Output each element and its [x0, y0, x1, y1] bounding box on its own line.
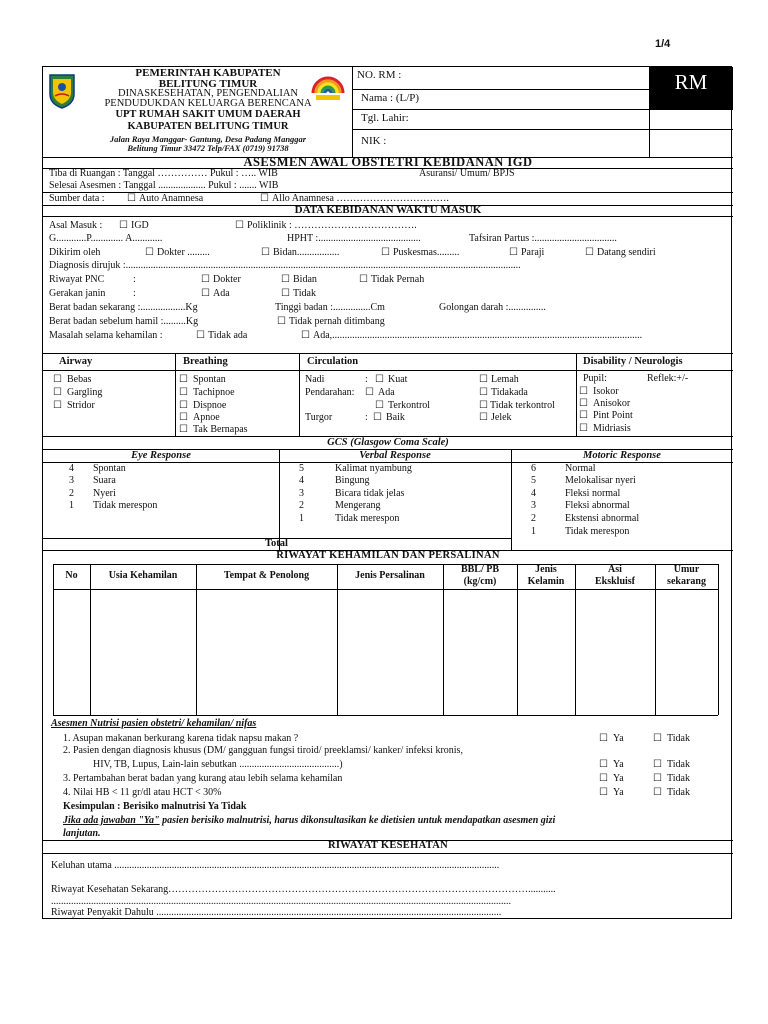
nadi-lemah-label: Lemah: [491, 374, 519, 385]
gcs-motor-label: Ekstensi abnormal: [565, 513, 640, 524]
pupil-label: Pupil:: [583, 373, 607, 384]
tidak-ditimbang-label: Tidak pernah ditimbang: [289, 316, 385, 327]
nadi-label: Nadi: [305, 374, 325, 385]
q1-tidak-checkbox[interactable]: ☐: [653, 733, 662, 744]
gcs-eye-score: 1: [69, 500, 74, 511]
breathing-title: Breathing: [183, 356, 228, 367]
breathing-dispnoe-checkbox[interactable]: ☐: [179, 400, 188, 411]
nutrisi-note-rest: pasien berisiko malnutrisi, harus dikonsultasikan ke dietisien untuk mendapatkan asesmen gizi: [159, 815, 556, 826]
dikirim-bidan-checkbox[interactable]: ☐: [261, 247, 270, 258]
diagnosis-dirujuk-field[interactable]: Diagnosis dirujuk :..............................................................................................................................................................: [49, 260, 521, 271]
nutrisi-q2-line2: HIV, TB, Lupus, Lain-lain sebutkan ........................................): [93, 759, 343, 770]
gcs-motor-score: 6: [531, 463, 536, 474]
berat-badan-sebelum-field[interactable]: Berat badan sebelum hamil :.........Kg: [49, 316, 199, 327]
tafsiran-partus-field[interactable]: Tafsiran Partus :.................................: [469, 233, 617, 244]
gcs-eye-score: 4: [69, 463, 74, 474]
hospital-line-1: UPT RUMAH SAKIT UMUM DAERAH: [115, 109, 301, 120]
address-line-1: Jalan Raya Manggar- Gantung, Desa Padang Manggar: [109, 134, 307, 144]
col-header-ekskluisf: Ekskluisf: [594, 576, 636, 587]
breathing-apnoe-label: Apnoe: [193, 412, 220, 423]
nutrisi-note-line2: lanjutan.: [63, 828, 101, 839]
masalah-ada-field[interactable]: Ada,............................................................................................................................: [313, 330, 643, 341]
pupil-isokor-label: Isokor: [593, 386, 619, 397]
nutrisi-q4: 4. Nilai HB < 11 gr/dl atau HCT < 30%: [63, 787, 222, 798]
auto-anamnesa-label: Auto Anamnesa: [139, 193, 204, 204]
pendarahan-label: Pendarahan:: [305, 387, 355, 398]
gerakan-ada-checkbox[interactable]: ☐: [201, 288, 210, 299]
reflek-label: Reflek:+/-: [647, 373, 689, 384]
q1-tidak-label: Tidak: [667, 733, 690, 744]
pendarahan-tidakada-checkbox[interactable]: ☐: [479, 387, 488, 398]
gcs-motor-label: Normal: [565, 463, 596, 474]
nutrisi-note-prefix: Jika ada jawaban "Ya": [63, 815, 160, 826]
gpa-field[interactable]: G............P............. A............: [49, 233, 163, 244]
form-sheet: PEMERINTAH KABUPATEN BELITUNG TIMUR DINASKESEHATAN, PENGENDALIAN PENDUDUKDAN KELUARGA BERENCANA UPT RUMAH SAKIT UMUM DAERAH KABUPATEN BELITUNG TIMUR Jalan Raya Manggar- Gantung, Desa Padang Manggar Belitung Timur 33472 Telp/FAX (0719) 91738 NO. RM : Nama : (L/P) Tgl. Lahir: NIK : RM ASESMEN AWAL OBSTETRI KEBIDANAN IGD Tiba di Ruangan : Tanggal …………… Pukul : ….. WIB Asuransi/ Umum/ BPJS Selesai Asesmen : Tanggal ................... Pukul : ....... WIB Sumber data : ☐ Auto Anamnesa ☐ Allo Anamnesa ……………………………. DATA KEBIDANAN WAKTU MASUK Asal Masuk : ☐ IGD ☐ Poliklinik : ………………………………. G............P............. A............ HPHT :......................................... Tafsiran Partus :................................. Dikirim oleh ☐ Dokter ......... ☐ Bidan................. ☐ Puskesmas......... ☐ Paraji ☐ Datang sendiri Diagnosis dirujuk :.............................................................................................................................................................. Riwayat PNC : ☐ Dokter ☐ Bidan ☐ Tidak Pernah Gerakan janin : ☐ Ada ☐ Tidak Berat badan sekarang :..................Kg Tinggi badan :...............Cm Golongan darah :............... Berat badan sebelum hamil :.........Kg ☐ Tidak pernah ditimbang Masalah selama kehamilan : ☐ Tidak ada ☐ Ada,............................................................................................................................ Airway Breathing Circulation Disability / Neurologis ☐ Bebas ☐ Gargling ☐ Stridor ☐ Spontan ☐ Tachipnoe ☐ Dispnoe ☐ Apnoe ☐ Tak Bernapas Nadi : ☐ Kuat ☐ Lemah Pendarahan: ☐ Ada ☐ Tidakada ☐ Terkontrol ☐ Tidak terkontrol Turgor : ☐ Baik ☐ Jelek Pupil: Reflek:+/- ☐ Isokor ☐ Anisokor ☐ Pint Point ☐ Midriasis GCS (Glasgow Coma Scale) Eye Response Verbal Response Motoric Response 4 Spontan 3 Suara 2 Nyeri 1 Tidak merespon 5 Kalimat nyambung 4 Bingung 3 Bicara tidak jelas 2 Mengerang 1 Tidak merespon 6 Normal 5 Melokalisar nyeri 4 Fleksi normal 3 Fleksi abnormal 2 Ekstensi abnormal 1 Tidak merespon Total RIWAYAT KEHAMILAN DAN PERSALINAN No Usia Kehamilan Tempat & Penolong Jenis Persalinan BBL/ PB (kg/cm) Jenis Kelamin Asi Ekskluisf Umur sekarang Asesmen Nutrisi pasien obstetri/ kehamilan/ nifas 1. Asupan makanan berkurang karena tidak napsu makan ? ☐ Ya ☐ Tidak 2. Pasien dengan diagnosis khusus (DM/ gangguan fungsi tiroid/ preeklamsi/ kanker/ infeksi kronis, HIV, TB, Lupus, Lain-lain sebutkan ........................................) ☐ Ya ☐ Tidak 3. Pertambahan berat badan yang kurang atau lebih selama kehamilan ☐ Ya ☐ Tidak 4. Nilai HB < 11 gr/dl atau HCT < 30% ☐ Ya ☐ Tidak Kesimpulan : Berisiko malnutrisi Ya Tidak Jika ada jawaban "Ya" pasien berisiko malnutrisi, harus dikonsultasikan ke dietisien untuk mendapatkan asesmen gizi lanjutan. RIWAYAT KESEHATAN Keluhan utama .......................................................................................................................................................... Riwayat Kesehatan Sekarang………………………………………………………………………………………………........... ........................................................................................................................................................................................ Riwayat Penyakit Dahulu ..........................................................................................................................................: [42, 66, 732, 919]
turgor-baik-checkbox[interactable]: ☐: [373, 412, 382, 423]
gcs-motor-score: 2: [531, 513, 536, 524]
airway-stridor-checkbox[interactable]: ☐: [53, 400, 62, 411]
gcs-verbal-label: Kalimat nyambung: [335, 463, 412, 474]
tidak-terkontrol-label: Tidak terkontrol: [490, 400, 555, 411]
gcs-motor-label: Tidak merespon: [565, 526, 630, 537]
section-kebidanan-title: DATA KEBIDANAN WAKTU MASUK: [294, 204, 482, 216]
airway-gargling-checkbox[interactable]: ☐: [53, 387, 62, 398]
breathing-tachipnoe-label: Tachipnoe: [193, 387, 235, 398]
gcs-motor-label: Melokalisar nyeri: [565, 475, 636, 486]
gcs-verbal-score: 2: [299, 500, 304, 511]
gerakan-janin-label: Gerakan janin: [49, 288, 106, 299]
address-line-2: Belitung Timur 33472 Telp/FAX (0719) 91738: [127, 143, 289, 153]
pupil-pint-point-checkbox[interactable]: ☐: [579, 410, 588, 421]
berat-badan-sekarang-field[interactable]: Berat badan sekarang :..................Kg: [49, 302, 198, 313]
q1-ya-label: Ya: [613, 733, 624, 744]
col-header-bbl-pb: BBL/ PB: [460, 564, 500, 575]
q3-tidak-checkbox[interactable]: ☐: [653, 773, 662, 784]
gov-line-2: BELITUNG TIMUR: [158, 78, 258, 90]
nadi-kuat-label: Kuat: [388, 374, 408, 385]
terkontrol-label: Terkontrol: [388, 400, 431, 411]
terkontrol-checkbox[interactable]: ☐: [375, 400, 384, 411]
regency-emblem-icon: [47, 72, 77, 110]
pendarahan-ada-label: Ada: [378, 387, 395, 398]
gcs-verbal-score: 4: [299, 475, 304, 486]
dept-line-2: PENDUDUKDAN KELUARGA BERENCANA: [104, 98, 312, 109]
gcs-verbal-label: Bingung: [335, 475, 370, 486]
nutrisi-q3: 3. Pertambahan berat badan yang kurang atau lebih selama kehamilan: [63, 773, 343, 784]
kesimpulan-malnutrisi: Kesimpulan : Berisiko malnutrisi Ya Tidak: [63, 801, 247, 812]
airway-gargling-label: Gargling: [67, 387, 103, 398]
gcs-eye-label: Suara: [93, 475, 116, 486]
gcs-eye-label: Nyeri: [93, 488, 116, 499]
tidak-terkontrol-checkbox[interactable]: ☐: [479, 400, 488, 411]
asal-masuk-label: Asal Masuk :: [49, 220, 103, 231]
nutrisi-title: Asesmen Nutrisi pasien obstetri/ kehamilan/ nifas: [51, 718, 257, 729]
allo-anamnesa-label: Allo Anamnesa …………………………….: [272, 193, 449, 204]
rm-badge-text: RM: [674, 70, 708, 94]
pendarahan-ada-checkbox[interactable]: ☐: [365, 387, 374, 398]
breathing-spontan-label: Spontan: [193, 374, 226, 385]
tidak-ditimbang-checkbox[interactable]: ☐: [277, 316, 286, 327]
airway-title: Airway: [59, 356, 93, 367]
pnc-tidak-pernah-label: Tidak Pernah: [371, 274, 425, 285]
turgor-jelek-checkbox[interactable]: ☐: [479, 412, 488, 423]
keluhan-utama-field[interactable]: Keluhan utama ..........................................................................................................................................................: [51, 860, 500, 871]
col-header-jenis-persalinan: Jenis Persalinan: [355, 570, 425, 581]
q3-ya-label: Ya: [613, 773, 624, 784]
dept-line-1: DINASKESEHATAN, PENGENDALIAN: [118, 88, 298, 99]
turgor-label: Turgor: [305, 412, 333, 423]
tgl-lahir-field[interactable]: Tgl. Lahir:: [361, 112, 409, 124]
col-header-tempat-penolong: Tempat & Penolong: [223, 570, 310, 581]
dikirim-datang-sendiri-checkbox[interactable]: ☐: [585, 247, 594, 258]
allo-anamnesa-checkbox[interactable]: ☐: [260, 193, 269, 204]
dikirim-dokter-field[interactable]: Dokter .........: [157, 247, 210, 258]
gcs-eye-label: Tidak merespon: [93, 500, 158, 511]
q3-tidak-label: Tidak: [667, 773, 690, 784]
gcs-eye-label: Spontan: [93, 463, 126, 474]
nama-field[interactable]: Nama : (L/P): [361, 92, 420, 104]
col-header-bbl-pb-unit: (kg/cm): [463, 576, 497, 587]
pnc-bidan-checkbox[interactable]: ☐: [281, 274, 290, 285]
dikirim-dokter-checkbox[interactable]: ☐: [145, 247, 154, 258]
col-header-asi: Asi: [608, 564, 622, 575]
q4-tidak-label: Tidak: [667, 787, 690, 798]
gcs-verbal-title: Verbal Response: [359, 450, 431, 461]
sumber-data-label: Sumber data :: [49, 193, 105, 204]
col-header-jenis: Jenis: [535, 564, 557, 575]
gcs-eye-score: 3: [69, 475, 74, 486]
gerakan-tidak-checkbox[interactable]: ☐: [281, 288, 290, 299]
disability-title: Disability / Neurologis: [583, 356, 683, 367]
gcs-verbal-label: Mengerang: [335, 500, 381, 511]
no-rm-field[interactable]: NO. RM :: [357, 69, 402, 81]
q4-tidak-checkbox[interactable]: ☐: [653, 787, 662, 798]
riwayat-kesehatan-continuation[interactable]: ........................................................................................................................................................................................: [51, 896, 511, 907]
gcs-motor-score: 5: [531, 475, 536, 486]
gerakan-ada-label: Ada: [213, 288, 230, 299]
turgor-jelek-label: Jelek: [491, 412, 512, 423]
dikirim-paraji-checkbox[interactable]: ☐: [509, 247, 518, 258]
masalah-tidak-ada-checkbox[interactable]: ☐: [196, 330, 205, 341]
nutrisi-q1: 1. Asupan makanan berkurang karena tidak napsu makan ?: [63, 733, 299, 744]
section-riwayat-kehamilan-title: RIWAYAT KEHAMILAN DAN PERSALINAN: [276, 550, 500, 561]
dikirim-bidan-field[interactable]: Bidan.................: [273, 247, 340, 258]
form-title: ASESMEN AWAL OBSTETRI KEBIDANAN IGD: [243, 155, 533, 169]
gcs-motor-title: Motoric Response: [583, 450, 661, 461]
hpht-field[interactable]: HPHT :.........................................: [287, 233, 421, 244]
q2-tidak-checkbox[interactable]: ☐: [653, 759, 662, 770]
tinggi-badan-field[interactable]: Tinggi badan :...............Cm: [275, 302, 385, 313]
riwayat-pnc-label: Riwayat PNC: [49, 274, 105, 285]
gerakan-tidak-label: Tidak: [293, 288, 316, 299]
nutrisi-note: [63, 815, 555, 827]
hospital-rainbow-logo-icon: [310, 71, 346, 105]
pupil-midriasis-label: Midriasis: [593, 423, 631, 434]
dikirim-puskesmas-checkbox[interactable]: ☐: [381, 247, 390, 258]
nutrisi-q2-line1: 2. Pasien dengan diagnosis khusus (DM/ gangguan fungsi tiroid/ preeklamsi/ kanker/ infeksi kronis,: [63, 745, 463, 756]
page-number: 1/4: [655, 38, 671, 50]
gcs-title: GCS (Glasgow Coma Scale): [327, 437, 449, 448]
igd-label: IGD: [131, 220, 149, 231]
gcs-verbal-score: 3: [299, 488, 304, 499]
col-header-no: No: [65, 570, 78, 581]
breathing-tak-bernapas-checkbox[interactable]: ☐: [179, 424, 188, 435]
breathing-tachipnoe-checkbox[interactable]: ☐: [179, 387, 188, 398]
pnc-tidak-pernah-checkbox[interactable]: ☐: [359, 274, 368, 285]
dikirim-oleh-label: Dikirim oleh: [49, 247, 101, 258]
pendarahan-tidakada-label: Tidakada: [491, 387, 528, 398]
q2-ya-checkbox[interactable]: ☐: [599, 759, 608, 770]
gcs-motor-score: 4: [531, 488, 536, 499]
col-header-umur: Umur: [673, 564, 700, 575]
poliklinik-field[interactable]: Poliklinik : ……………………………….: [247, 220, 417, 231]
gcs-eye-title: Eye Response: [131, 450, 191, 461]
riwayat-penyakit-dahulu-field[interactable]: Riwayat Penyakit Dahulu ..........................................................................................................................................: [51, 907, 502, 918]
riwayat-kesehatan-sekarang-field[interactable]: Riwayat Kesehatan Sekarang………………………………………………………………………………………………...........: [51, 884, 556, 895]
breathing-apnoe-checkbox[interactable]: ☐: [179, 412, 188, 423]
q3-ya-checkbox[interactable]: ☐: [599, 773, 608, 784]
selesai-asesmen-field[interactable]: Selesai Asesmen : Tanggal ................... Pukul : ....... WIB: [49, 180, 279, 191]
col-header-sekarang: sekarang: [667, 576, 706, 587]
pupil-isokor-checkbox[interactable]: ☐: [579, 386, 588, 397]
gcs-verbal-score: 5: [299, 463, 304, 474]
tiba-ruangan-field[interactable]: Tiba di Ruangan : Tanggal …………… Pukul : ….. WIB: [49, 168, 278, 179]
gcs-verbal-score: 1: [299, 513, 304, 524]
q4-ya-label: Ya: [613, 787, 624, 798]
gcs-verbal-label: Tidak merespon: [335, 513, 400, 524]
nadi-lemah-checkbox[interactable]: ☐: [479, 374, 488, 385]
breathing-tak-bernapas-label: Tak Bernapas: [193, 424, 248, 435]
turgor-baik-label: Baik: [386, 412, 405, 423]
hospital-line-2: KABUPATEN BELITUNG TIMUR: [127, 121, 289, 132]
asuransi-field[interactable]: Asuransi/ Umum/ BPJS: [419, 168, 515, 179]
nadi-kuat-checkbox[interactable]: ☐: [375, 374, 384, 385]
dikirim-puskesmas-field[interactable]: Puskesmas.........: [393, 247, 460, 258]
pnc-dokter-checkbox[interactable]: ☐: [201, 274, 210, 285]
masalah-tidak-ada-label: Tidak ada: [208, 330, 248, 341]
q2-tidak-label: Tidak: [667, 759, 690, 770]
pupil-pint-point-label: Pint Point: [593, 410, 633, 421]
q1-ya-checkbox[interactable]: ☐: [599, 733, 608, 744]
pupil-anisokor-label: Anisokor: [593, 398, 631, 409]
breathing-spontan-checkbox[interactable]: ☐: [179, 374, 188, 385]
masalah-kehamilan-label: Masalah selama kehamilan :: [49, 330, 163, 341]
dikirim-datang-sendiri-label: Datang sendiri: [597, 247, 656, 258]
q4-ya-checkbox[interactable]: ☐: [599, 787, 608, 798]
col-header-usia-kehamilan: Usia Kehamilan: [108, 570, 178, 581]
pupil-midriasis-checkbox[interactable]: ☐: [579, 423, 588, 434]
gov-line-1: PEMERINTAH KABUPATEN: [135, 67, 281, 79]
poliklinik-checkbox[interactable]: ☐: [235, 220, 244, 231]
airway-stridor-label: Stridor: [67, 400, 95, 411]
breathing-dispnoe-label: Dispnoe: [193, 400, 227, 411]
gcs-verbal-label: Bicara tidak jelas: [335, 488, 405, 499]
pnc-bidan-label: Bidan: [293, 274, 317, 285]
gcs-motor-score: 1: [531, 526, 536, 537]
airway-bebas-label: Bebas: [67, 374, 92, 385]
gcs-total-label: Total: [265, 538, 288, 549]
golongan-darah-field[interactable]: Golongan darah :...............: [439, 302, 546, 313]
gcs-motor-score: 3: [531, 500, 536, 511]
dikirim-paraji-label: Paraji: [521, 247, 545, 258]
gcs-eye-score: 2: [69, 488, 74, 499]
masalah-ada-checkbox[interactable]: ☐: [301, 330, 310, 341]
circulation-title: Circulation: [307, 356, 359, 367]
nik-field[interactable]: NIK :: [361, 135, 387, 147]
igd-checkbox[interactable]: ☐: [119, 220, 128, 231]
q2-ya-label: Ya: [613, 759, 624, 770]
pupil-anisokor-checkbox[interactable]: ☐: [579, 398, 588, 409]
airway-bebas-checkbox[interactable]: ☐: [53, 374, 62, 385]
gcs-motor-label: Fleksi normal: [565, 488, 621, 499]
pnc-dokter-label: Dokter: [213, 274, 241, 285]
gcs-motor-label: Fleksi abnormal: [565, 500, 630, 511]
auto-anamnesa-checkbox[interactable]: ☐: [127, 193, 136, 204]
section-riwayat-kesehatan-title: RIWAYAT KESEHATAN: [328, 840, 448, 851]
col-header-kelamin: Kelamin: [527, 576, 565, 587]
rm-badge: [649, 67, 733, 110]
